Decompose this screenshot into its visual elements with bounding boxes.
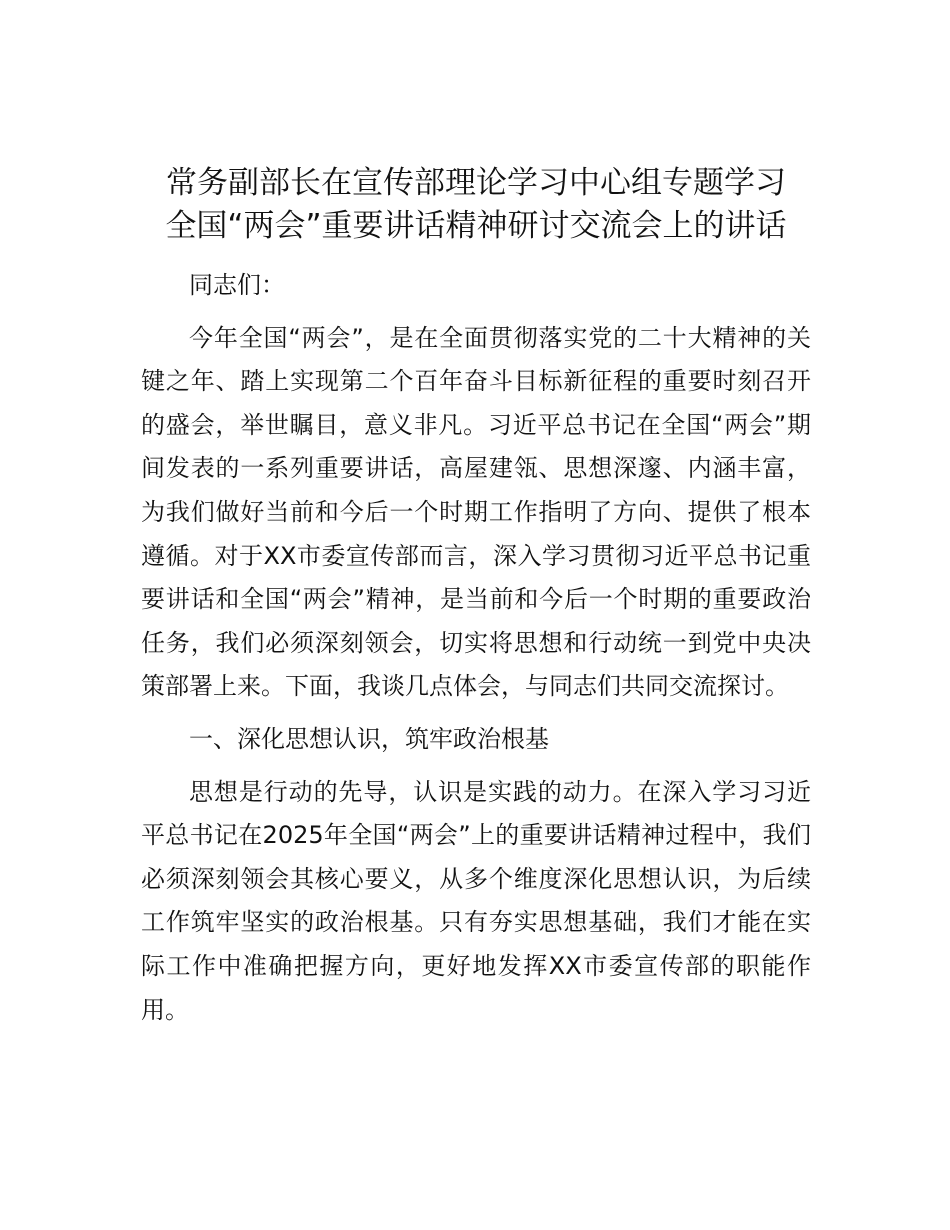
document-page (141, 162, 811, 1032)
salutation: 同志们： (189, 271, 285, 299)
title-line-1: 常务副部长在宣传部理论学习中心组专题学习 (166, 165, 786, 201)
title-line-2: 全国“两会”重要讲话精神研讨交流会上的讲话 (165, 208, 787, 244)
section-heading-1: 一、深化思想认识，筑牢政治根基 (189, 724, 549, 753)
paragraph-section-1: 思想是行动的先导，认识是实践的动力。在深入学习习近平总书记在2025年全国“两会”上的重要讲话精神过程中，我们必须深刻领会其核心要义，从多个维度深化思想认识，为后续工作筑牢坚实的政治根基。只有夯实思想基础，我们才能在实际工作中准确把握方向，更好地发挥XX市委宣传部的职能作用。 (141, 777, 811, 1024)
paragraph-intro: 今年全国“两会”，是在全面贯彻落实党的二十大精神的关键之年、踏上实现第二个百年奋斗目标新征程的重要时刻召开的盛会，举世瞩目，意义非凡。习近平总书记在全国“两会”期间发表的一系列重要讲话，高屋建瓴、思想深邃、内涵丰富，为我们做好当前和今后一个时期工作指明了方向、提供了根本遵循。对于XX市委宣传部而言，深入学习贯彻习近平总书记重要讲话和全国“两会”精神，是当前和今后一个时期的重要政治任务，我们必须深刻领会，切实将思想和行动统一到党中央决策部署上来。下面，我谈几点体会，与同志们共同交流探讨。 (141, 323, 811, 701)
document-title (141, 162, 811, 248)
